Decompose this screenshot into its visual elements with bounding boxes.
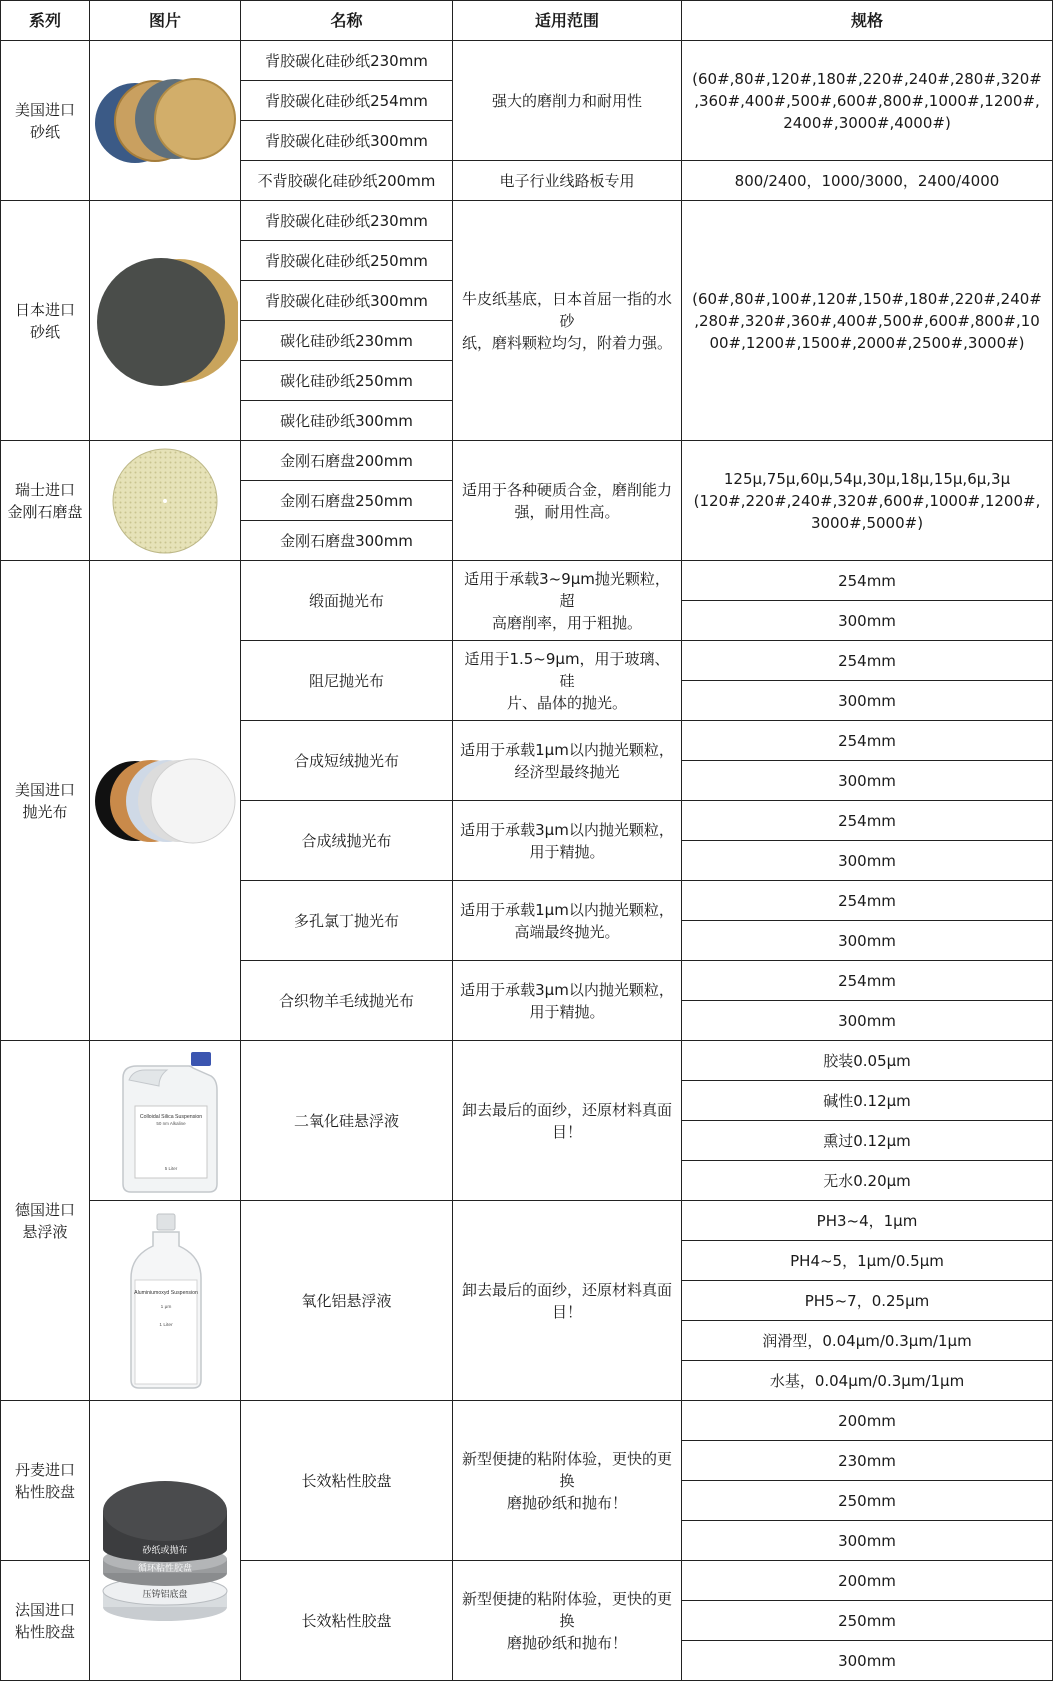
bottle-label-volume: 1 Liter — [158, 1323, 173, 1328]
spec-text: 800/2400，1000/3000，2400/4000 — [682, 161, 1053, 201]
usage-text: 牛皮纸基底，日本首屈一指的水砂 纸，磨料颗粒均匀，附着力强。 — [453, 201, 682, 441]
category-germany-suspension: 德国进口 悬浮液 — [1, 1041, 90, 1401]
spec-text: PH4~5，1μm/0.5μm — [682, 1241, 1053, 1281]
spec-text: 300mm — [682, 1641, 1053, 1681]
usage-text: 强大的磨削力和耐用性 — [453, 41, 682, 161]
product-name: 多孔氯丁抛光布 — [241, 881, 453, 961]
sandpaper-disc-icon — [93, 246, 238, 396]
spec-text: 254mm — [682, 641, 1053, 681]
jerrycan-bottle-icon — [93, 1046, 238, 1196]
bottle-icon — [93, 1208, 238, 1393]
spec-text: 200mm — [682, 1401, 1053, 1441]
stack-label-top: 砂纸或抛布 — [141, 1545, 188, 1556]
spec-text: 250mm — [682, 1481, 1053, 1521]
product-name: 碳化硅砂纸250mm — [241, 361, 453, 401]
spec-text: 胶装0.05μm — [682, 1041, 1053, 1081]
product-name: 二氧化硅悬浮液 — [241, 1041, 453, 1201]
spec-text: 254mm — [682, 881, 1053, 921]
usage-text: 新型便捷的粘附体验，更快的更换 磨抛砂纸和抛布！ — [453, 1401, 682, 1561]
spec-text: 300mm — [682, 921, 1053, 961]
spec-text: 300mm — [682, 1521, 1053, 1561]
table-row — [1, 561, 1053, 601]
product-name: 背胶碳化硅砂纸254mm — [241, 81, 453, 121]
image-swiss-disc — [90, 441, 241, 561]
usage-text: 适用于承载3μm以内抛光颗粒， 用于精抛。 — [453, 801, 682, 881]
bottle-label-title: Aluminiumoxyd Suspension — [133, 1290, 198, 1296]
product-name: 背胶碳化硅砂纸300mm — [241, 121, 453, 161]
category-usa-paper: 美国进口 砂纸 — [1, 41, 90, 201]
product-name: 合成绒抛光布 — [241, 801, 453, 881]
bottle-label-title: Colloidal Silica Suspension — [139, 1113, 202, 1120]
spec-text: 水基，0.04μm/0.3μm/1μm — [682, 1361, 1053, 1401]
spec-text: 300mm — [682, 601, 1053, 641]
product-name: 合织物羊毛绒抛光布 — [241, 961, 453, 1041]
spec-text: 碱性0.12μm — [682, 1081, 1053, 1121]
spec-text: 254mm — [682, 961, 1053, 1001]
image-japan-paper — [90, 201, 241, 441]
product-name: 不背胶碳化硅砂纸200mm — [241, 161, 453, 201]
image-adhesive-disc — [90, 1401, 241, 1681]
spec-text: 250mm — [682, 1601, 1053, 1641]
spec-text: 254mm — [682, 561, 1053, 601]
usage-text: 新型便捷的粘附体验，更快的更换 磨抛砂纸和抛布！ — [453, 1561, 682, 1681]
usage-text: 适用于承载3μm以内抛光颗粒， 用于精抛。 — [453, 961, 682, 1041]
category-denmark-disc: 丹麦进口 粘性胶盘 — [1, 1401, 90, 1561]
product-name: 阻尼抛光布 — [241, 641, 453, 721]
image-usa-cloth — [90, 561, 241, 1041]
spec-text: 230mm — [682, 1441, 1053, 1481]
table-row — [1, 1201, 1053, 1241]
spec-text: (60#,80#,120#,180#,220#,240#,280#,320# ,360#,400#,500#,600#,800#,1000#,1200#, 2400#,3000#,4000#) — [682, 41, 1053, 161]
spec-text: 熏过0.12μm — [682, 1121, 1053, 1161]
product-name: 碳化硅砂纸230mm — [241, 321, 453, 361]
table-row — [1, 41, 1053, 81]
product-name: 金刚石磨盘250mm — [241, 481, 453, 521]
spec-text: 300mm — [682, 841, 1053, 881]
image-alumina-suspension — [90, 1201, 241, 1401]
product-name: 氧化铝悬浮液 — [241, 1201, 453, 1401]
spec-text: 润滑型，0.04μm/0.3μm/1μm — [682, 1321, 1053, 1361]
usage-text: 适用于1.5~9μm，用于玻璃、硅 片、晶体的抛光。 — [453, 641, 682, 721]
header-row — [1, 1, 1053, 41]
spec-text: PH5~7，0.25μm — [682, 1281, 1053, 1321]
header-name: 名称 — [241, 1, 453, 41]
product-name: 长效粘性胶盘 — [241, 1561, 453, 1681]
bottle-label-grade: 1 μm — [160, 1305, 171, 1310]
category-japan-paper: 日本进口 砂纸 — [1, 201, 90, 441]
product-name: 背胶碳化硅砂纸230mm — [241, 41, 453, 81]
spec-text: 300mm — [682, 1001, 1053, 1041]
usage-text: 卸去最后的面纱，还原材料真面 目！ — [453, 1201, 682, 1401]
table-row — [1, 201, 1053, 241]
spec-text: 254mm — [682, 721, 1053, 761]
table-row — [1, 1401, 1053, 1441]
product-name: 合成短绒抛光布 — [241, 721, 453, 801]
usage-text: 适用于承载1μm以内抛光颗粒， 高端最终抛光。 — [453, 881, 682, 961]
header-image: 图片 — [90, 1, 241, 41]
bottle-label-volume: 5 Liter — [164, 1165, 177, 1171]
category-france-disc: 法国进口 粘性胶盘 — [1, 1561, 90, 1681]
product-name: 金刚石磨盘300mm — [241, 521, 453, 561]
product-name: 背胶碳化硅砂纸250mm — [241, 241, 453, 281]
spec-text: 125μ,75μ,60μ,54μ,30μ,18μ,15μ,6μ,3μ (120#,220#,240#,320#,600#,1000#,1200#, 3000#,5000#) — [682, 441, 1053, 561]
sandpaper-discs-icon — [93, 61, 238, 181]
usage-text: 适用于承载3~9μm抛光颗粒，超 高磨削率，用于粗抛。 — [453, 561, 682, 641]
usage-text: 适用于各种硬质合金，磨削能力 强，耐用性高。 — [453, 441, 682, 561]
adhesive-disc-stack-icon — [93, 1451, 238, 1631]
usage-text: 电子行业线路板专用 — [453, 161, 682, 201]
product-name: 背胶碳化硅砂纸300mm — [241, 281, 453, 321]
bottle-label-grade: 50 nm Alkaline — [155, 1120, 186, 1126]
polishing-cloth-icon — [93, 741, 238, 861]
usage-text: 卸去最后的面纱，还原材料真面 目！ — [453, 1041, 682, 1201]
product-name: 背胶碳化硅砂纸230mm — [241, 201, 453, 241]
spec-text: (60#,80#,100#,120#,150#,180#,220#,240# ,280#,320#,360#,400#,500#,600#,800#,10 00#,1200#,1500#,2000#,2500#,3000#) — [682, 201, 1053, 441]
stack-label-bottom: 压铸铝底盘 — [141, 1589, 188, 1600]
table-row — [1, 1041, 1053, 1081]
table-row — [1, 441, 1053, 481]
stack-label-middle: 循环粘性胶盘 — [137, 1563, 192, 1574]
spec-text: 254mm — [682, 801, 1053, 841]
header-spec: 规格 — [682, 1, 1053, 41]
product-name: 长效粘性胶盘 — [241, 1401, 453, 1561]
spec-text: 200mm — [682, 1561, 1053, 1601]
image-usa-paper — [90, 41, 241, 201]
spec-text: 无水0.20μm — [682, 1161, 1053, 1201]
product-name: 缎面抛光布 — [241, 561, 453, 641]
product-name: 碳化硅砂纸300mm — [241, 401, 453, 441]
spec-text: PH3~4，1μm — [682, 1201, 1053, 1241]
spec-text: 300mm — [682, 761, 1053, 801]
header-series: 系列 — [1, 1, 90, 41]
usage-text: 适用于承载1μm以内抛光颗粒， 经济型最终抛光 — [453, 721, 682, 801]
product-name: 金刚石磨盘200mm — [241, 441, 453, 481]
category-swiss-disc: 瑞士进口 金刚石磨盘 — [1, 441, 90, 561]
diamond-disc-icon — [93, 445, 238, 557]
spec-text: 300mm — [682, 681, 1053, 721]
image-silica-suspension — [90, 1041, 241, 1201]
header-usage: 适用范围 — [453, 1, 682, 41]
category-usa-cloth: 美国进口 抛光布 — [1, 561, 90, 1041]
